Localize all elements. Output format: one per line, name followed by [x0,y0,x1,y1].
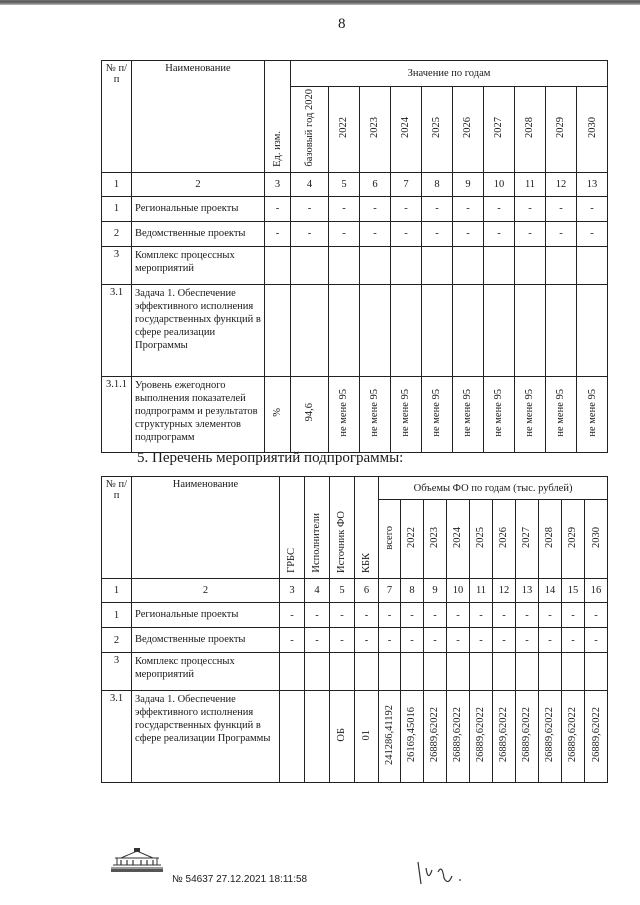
year-header: 2026 [462,117,474,139]
row-total: 241286,41192 [383,705,395,765]
row-value: - [447,628,470,653]
row-value: - [493,603,516,628]
table-row [102,376,608,452]
year-header: 2028 [524,117,536,139]
row-executor [305,653,330,691]
col-number: 11 [515,172,546,196]
row-value: - [329,196,360,221]
header-num: № п/п [102,477,132,579]
col-number: 9 [424,579,447,603]
row-total [379,653,401,691]
row-value: - [562,603,585,628]
row-kbk: - [355,628,379,653]
col-number: 4 [291,172,329,196]
col-number: 10 [484,172,515,196]
col-number: 1 [102,172,132,196]
row-source: - [330,628,355,653]
year-header: 2023 [369,117,381,139]
year-header: 2030 [586,117,598,139]
header-name: Наименование [132,61,265,173]
row-value: - [401,628,424,653]
row-unit: - [265,196,291,221]
row-base [291,284,329,376]
year-header: 2023 [429,527,441,548]
row-value: 26889,62022 [590,707,602,763]
row-value: - [493,628,516,653]
header-values-by-years: Значение по годам [291,61,608,87]
year-header: 2024 [400,117,412,139]
row-value [329,284,360,376]
row-base: - [291,221,329,246]
activities-table [101,476,608,783]
row-value: 26889,62022 [567,707,579,763]
row-value: - [391,221,422,246]
col-number: 2 [132,579,280,603]
row-value: 26889,62022 [521,707,533,763]
col-number: 8 [401,579,424,603]
col-number: 11 [470,579,493,603]
col-number: 3 [280,579,305,603]
row-value: - [424,603,447,628]
year-header: 2027 [521,527,533,548]
header-grbs: ГРБС [286,548,298,573]
row-value [470,653,493,691]
col-number: 12 [493,579,516,603]
row-name: Уровень ежегодного выполнения показателей подпрограмм и результатов структурных элементов подпрограмм [132,376,265,452]
page-number: 8 [338,16,346,32]
row-value [546,246,577,284]
row-value: 26169,45016 [406,707,418,763]
row-unit [265,246,291,284]
row-value [516,653,539,691]
col-number: 2 [132,172,265,196]
row-value: не мене 95 [462,388,474,437]
col-number: 3 [265,172,291,196]
col-number: 8 [422,172,453,196]
row-value [546,284,577,376]
year-header: 2029 [567,527,579,548]
col-number: 6 [360,172,391,196]
row-value: не мене 95 [493,388,505,437]
row-num: 1 [102,603,132,628]
row-name: Региональные проекты [132,603,280,628]
row-value [577,246,608,284]
row-value: не мене 95 [338,388,350,437]
row-base: 94,6 [303,403,315,422]
year-header: 2028 [544,527,556,548]
year-header: 2026 [498,527,510,548]
row-value: - [515,221,546,246]
header-fund-source: Источник ФО [336,511,348,573]
row-name: Задача 1. Обеспечение эффективного исполнения государственных функций в сфере реализации Программы [132,691,280,783]
row-value: - [539,603,562,628]
row-value: - [453,196,484,221]
signature-icon [412,858,472,888]
table-row [102,246,608,284]
row-value: - [424,628,447,653]
row-value: - [484,221,515,246]
row-num: 3.1 [102,691,132,783]
col-number: 16 [585,579,608,603]
row-value [422,246,453,284]
row-num: 1 [102,196,132,221]
row-value: не мене 95 [586,388,598,437]
header-volumes-by-years: Объемы ФО по годам (тыс. рублей) [379,477,608,500]
year-header: 2027 [493,117,505,139]
column-number-row [102,172,608,196]
row-value [453,284,484,376]
indicators-table [101,60,608,453]
row-value: не мене 95 [369,388,381,437]
col-number: 7 [391,172,422,196]
row-value: 26889,62022 [452,707,464,763]
year-header: 2022 [338,117,350,139]
col-number: 12 [546,172,577,196]
row-value [539,653,562,691]
year-header: 2025 [431,117,443,139]
row-value: 26889,62022 [544,707,556,763]
scan-top-edge [0,0,640,5]
row-name: Задача 1. Обеспечение эффективного исполнения государственных функций в сфере реализации Программы [132,284,265,376]
row-value: - [585,628,608,653]
row-value [577,284,608,376]
row-kbk: 01 [360,729,372,741]
row-value: - [422,196,453,221]
row-value: 26889,62022 [498,707,510,763]
row-name: Комплекс процессных мероприятий [132,653,280,691]
row-name: Комплекс процессных мероприятий [132,246,265,284]
row-unit: % [271,408,283,417]
row-unit: - [265,221,291,246]
row-value: не мене 95 [400,388,412,437]
row-value [391,284,422,376]
row-num: 2 [102,628,132,653]
col-number: 9 [453,172,484,196]
row-value: - [585,603,608,628]
row-value [391,246,422,284]
row-value [515,284,546,376]
row-source: ОБ [336,728,348,742]
row-grbs: - [280,603,305,628]
row-value: - [577,221,608,246]
section-title: 5. Перечень мероприятий подпрограммы: [137,450,404,466]
row-value: 26889,62022 [429,707,441,763]
table-row [102,691,608,783]
row-grbs [280,691,305,783]
row-value [484,246,515,284]
row-value [585,653,608,691]
year-header: 2022 [406,527,418,548]
col-number: 5 [330,579,355,603]
header-unit: Ед. изм. [271,130,283,167]
row-value [401,653,424,691]
col-number: 14 [539,579,562,603]
col-number: 13 [577,172,608,196]
col-number: 6 [355,579,379,603]
row-value: - [447,603,470,628]
row-value [453,246,484,284]
table-row [102,221,608,246]
row-value: - [401,603,424,628]
col-number: 13 [516,579,539,603]
row-value [562,653,585,691]
row-value: - [546,221,577,246]
row-value: - [562,628,585,653]
row-kbk: - [355,603,379,628]
header-executors: Исполнители [311,513,323,573]
row-value: 26889,62022 [475,707,487,763]
row-kbk [355,653,379,691]
row-value: - [360,221,391,246]
row-value: - [470,603,493,628]
header-name: Наименование [132,477,280,579]
row-source: - [330,603,355,628]
row-num: 2 [102,221,132,246]
row-name: Ведомственные проекты [132,628,280,653]
row-value: - [516,603,539,628]
header-kbk: КБК [360,552,372,573]
row-executor: - [305,628,330,653]
building-seal-icon [107,848,167,874]
row-value: - [422,221,453,246]
col-number: 4 [305,579,330,603]
row-executor: - [305,603,330,628]
header-base-year: базовый год 2020 [303,89,315,167]
row-unit [265,284,291,376]
row-value: - [470,628,493,653]
row-value [484,284,515,376]
col-number: 5 [329,172,360,196]
row-value: - [453,221,484,246]
row-executor [305,691,330,783]
row-value: - [577,196,608,221]
row-grbs: - [280,628,305,653]
year-header: 2025 [475,527,487,548]
row-base: - [291,196,329,221]
row-value: - [515,196,546,221]
row-value: - [484,196,515,221]
header-total: всего [383,525,395,550]
column-number-row [102,579,608,603]
table-row [102,284,608,376]
table-row [102,196,608,221]
row-num: 3.1 [102,284,132,376]
row-grbs [280,653,305,691]
row-num: 3 [102,653,132,691]
row-base [291,246,329,284]
table-row [102,628,608,653]
header-num: № п/п [102,61,132,173]
table-row [102,653,608,691]
row-value: не мене 95 [524,388,536,437]
year-header: 2024 [452,527,464,548]
table-row [102,603,608,628]
row-total: - [379,603,401,628]
row-value: не мене 95 [431,388,443,437]
row-value: - [516,628,539,653]
row-num: 3 [102,246,132,284]
col-number: 1 [102,579,132,603]
row-value: - [539,628,562,653]
year-header: 2029 [555,117,567,139]
col-number: 7 [379,579,401,603]
row-total: - [379,628,401,653]
row-value: - [546,196,577,221]
row-value [515,246,546,284]
row-value: - [391,196,422,221]
row-value: - [360,196,391,221]
year-header: 2030 [590,527,602,548]
row-value [422,284,453,376]
row-value [329,246,360,284]
row-value [360,284,391,376]
row-value [493,653,516,691]
row-value [360,246,391,284]
row-num: 3.1.1 [102,376,132,452]
row-value [447,653,470,691]
row-name: Региональные проекты [132,196,265,221]
row-value [424,653,447,691]
col-number: 15 [562,579,585,603]
row-value: - [329,221,360,246]
col-number: 10 [447,579,470,603]
row-source [330,653,355,691]
row-value: не мене 95 [555,388,567,437]
row-name: Ведомственные проекты [132,221,265,246]
registration-stamp: № 54637 27.12.2021 18:11:58 [172,874,308,885]
